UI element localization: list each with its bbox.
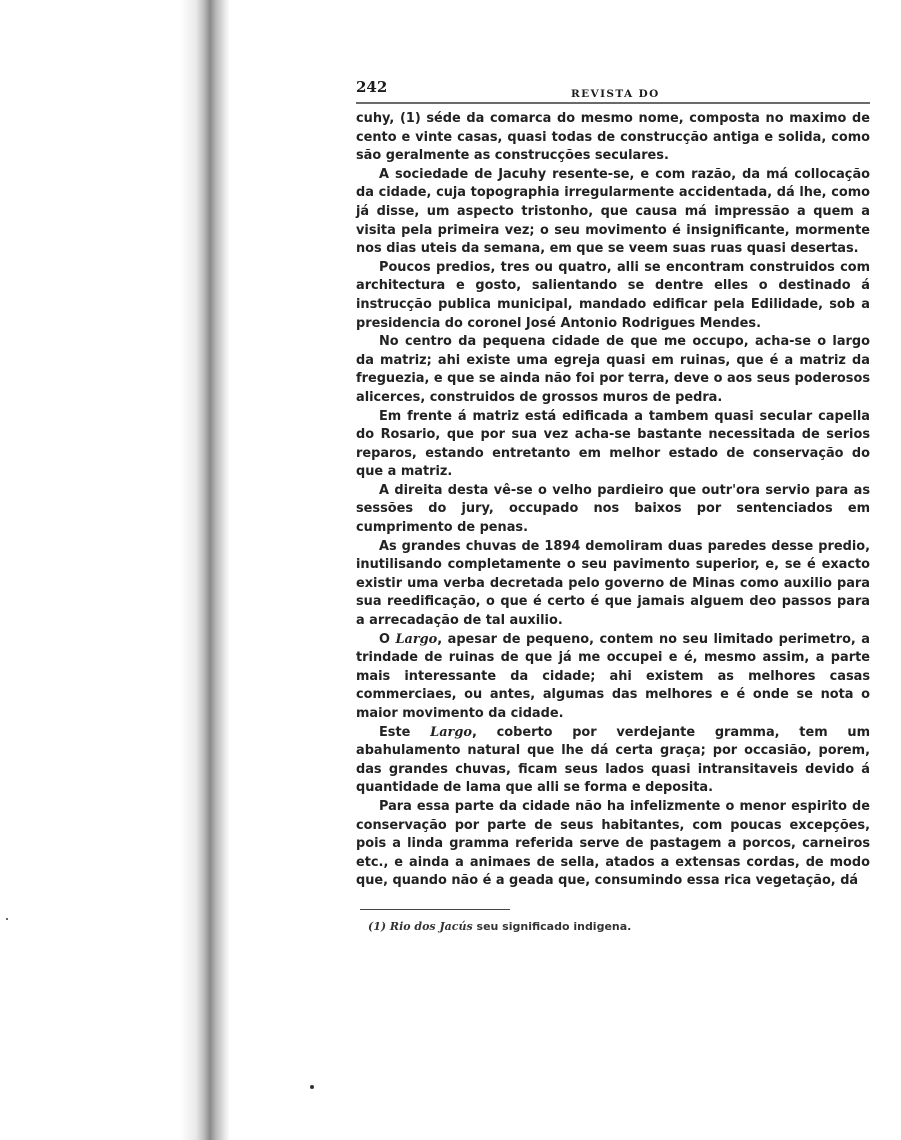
paragraph-text: , apesar de pequeno, contem no seu limitado perimetro, a trindade de ruinas de que já me occupei e é, mesmo assim, a parte mais interessante da cidade; ahi existem as melhores casas commerciaes, ou antes, algumas das melhores e é onde se nota o maior movimento da cidade. xyxy=(356,631,870,721)
scan-speck xyxy=(6,918,8,920)
paragraph xyxy=(356,333,870,407)
paragraph-text: A sociedade de Jacuhy resente-se, e com razão, da má collocação da cidade, cuja topographia irregularmente accidentada, dá lhe, como já disse, um aspecto tristonho, que causa má impressão a quem a visita pela primeira vez; o seu movimento é insignificante, mormente nos dias uteis da semana, em que se veem suas ruas quasi desertas. xyxy=(356,166,870,257)
paragraph xyxy=(356,798,870,895)
paragraph-text: Este xyxy=(379,724,431,740)
paragraph-text: O xyxy=(379,631,396,647)
running-head xyxy=(356,76,870,104)
paragraph xyxy=(356,110,870,166)
page-number: 242 xyxy=(356,78,388,96)
paragraph xyxy=(356,631,870,724)
book-gutter-shadow xyxy=(0,0,230,1140)
paragraph-text: Em frente á matriz está edificada a tambem quasi secular capella do Rosario, que por sua vez acha-se bastante necessitada de serios reparos, estando entretanto em melhor estado de conservação do que a matriz. xyxy=(356,408,870,480)
paragraph xyxy=(356,166,870,259)
scan-speck xyxy=(310,1085,314,1089)
paragraph-text: cuhy, (1) séde da comarca do mesmo nome, composta no maximo de cento e vinte casas, quasi todas de construcção antiga e solida, como são geralmente as construcções seculares. xyxy=(356,111,870,164)
italic-term: Largo xyxy=(430,724,472,740)
italic-term: Largo xyxy=(395,631,438,647)
footnote-divider xyxy=(360,909,510,910)
paragraph-text: A direita desta vê-se o velho pardieiro que outr'ora servio para as sessões do jury, occupado nos baixos por sentenciados em cumprimento de penas. xyxy=(356,482,870,536)
paragraph xyxy=(356,538,870,631)
footnote-italic: Rio dos Jacús xyxy=(389,919,473,933)
paragraph-text: Para essa parte da cidade não ha infelizmente o menor espirito de conservação por parte de seus habitantes, com poucas excepções, pois a linda gramma referida serve de pastagem a porcos, carneiros etc., e ainda a animaes de sella, atados a extensas cordas, de modo que, quando não é a geada que, consumindo essa rica vegetação, dá xyxy=(356,798,870,889)
footnote xyxy=(368,920,870,933)
paragraph xyxy=(356,259,870,333)
running-title: REVISTA DO xyxy=(571,88,660,100)
book-page xyxy=(356,76,870,933)
footnote-text: seu significado indigena. xyxy=(472,919,632,933)
body-text xyxy=(356,110,870,895)
paragraph-text: As grandes chuvas de 1894 demoliram duas paredes desse predio, inutilisando completamente o seu pavimento superior, e, se é exacto existir uma verba decretada pelo governo de Minas como auxilio para sua reedificação, o que é certo é que jamais alguem deo passos para a arrecadação de tal auxilio. xyxy=(356,538,870,629)
paragraph xyxy=(356,482,870,538)
paragraph xyxy=(356,408,870,482)
paragraph xyxy=(356,724,870,798)
footnote-marker: (1) xyxy=(368,919,387,933)
paragraph-text: , coberto por verdejante gramma, tem um abahulamento natural que lhe dá certa graça; por occasião, porem, das grandes chuvas, ficam seus lados quasi intransitaveis devido á quantidade de lama que alli se forma e deposita. xyxy=(356,724,871,796)
paragraph-text: No centro da pequena cidade de que me occupo, acha-se o largo da matriz; ahi existe uma egreja quasi em ruinas, que é a matriz da freguezia, e que se ainda não foi por terra, deve o aos seus poderosos alicerces, construidos de grossos muros de pedra. xyxy=(356,334,870,405)
paragraph-text: Poucos predios, tres ou quatro, alli se encontram construidos com architectura e gosto, salientando se dentre elles o destinado á instrucção publica municipal, mandado edificar pela Edilidade, sob a presidencia do coronel José Antonio Rodrigues Mendes. xyxy=(356,259,870,331)
